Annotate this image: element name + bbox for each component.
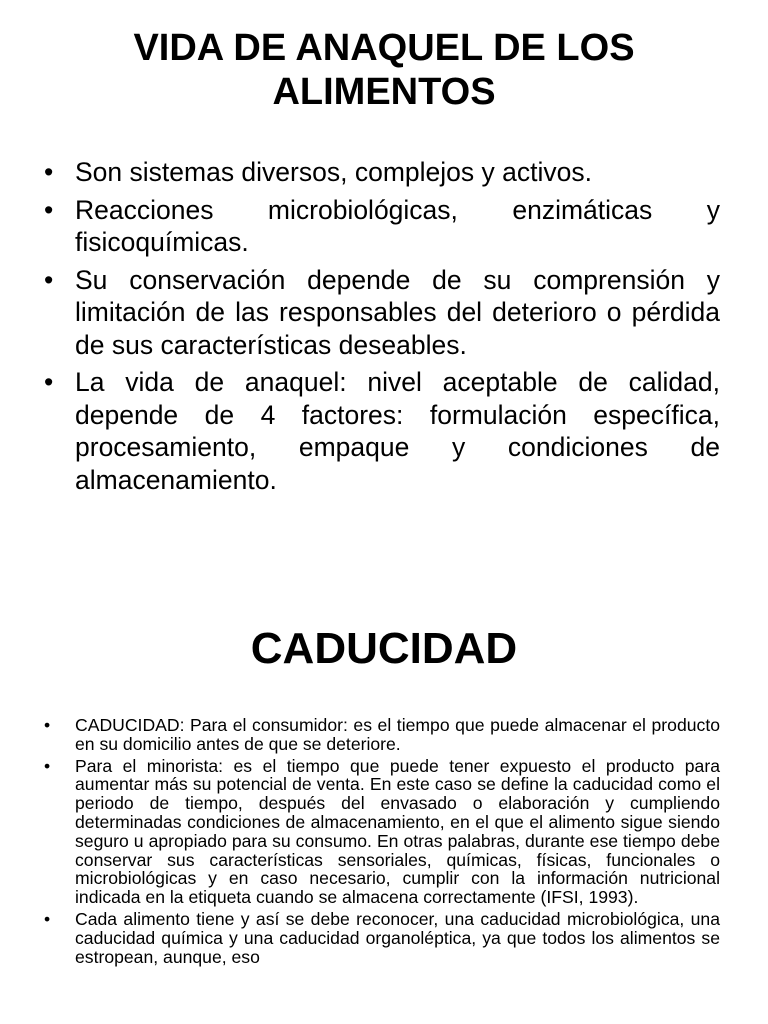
bullet-text: Su conservación depende de su comprensión y limitación de las responsables del deterioro o pérdida de sus características deseables. (75, 264, 720, 360)
bullet-text: Son sistemas diversos, complejos y activos. (75, 157, 592, 187)
bullet-text: CADUCIDAD: Para el consumidor: es el tiempo que puede almacenar el producto en su domicilio antes de que se deteriore. (75, 715, 720, 754)
title-line-2: ALIMENTOS (272, 71, 496, 113)
slide-title (0, 26, 768, 114)
bullet-dot: • (44, 157, 54, 187)
bullet-list (44, 156, 720, 501)
bullet-item (44, 716, 720, 754)
bullet-dot: • (44, 264, 54, 295)
bullet-text: Cada alimento tiene y así se debe reconocer, una caducidad microbiológica, una caducidad química y una caducidad organoléptica, ya que todos los alimentos se estropean, aunque, eso (75, 908, 720, 967)
bullet-dot: • (44, 908, 51, 929)
bullet-item (44, 264, 720, 362)
bullet-dot: • (44, 194, 54, 225)
bullet-item (44, 194, 720, 259)
bullet-dot: • (44, 755, 51, 776)
bullet-text: La vida de anaquel: nivel aceptable de calidad, depende de 4 factores: formulación específica, procesamiento, empaque y condiciones de almacenamiento. (75, 367, 720, 495)
slide-title: CADUCIDAD (250, 624, 518, 673)
bullet-item (44, 757, 720, 907)
bullet-item (44, 156, 720, 189)
slide-caducidad (0, 600, 768, 1024)
bullet-text: Reacciones microbiológicas, enzimáticas y fisicoquímicas. (75, 194, 720, 257)
bullet-item (44, 910, 720, 966)
bullet-text: Para el minorista: es el tiempo que puede tener expuesto el producto para aumentar más su potencial de venta. En este caso se define la caducidad como el periodo de tiempo, después del envasado o elaboración y cumpliendo determinadas condiciones de almacenamiento, en el que el alimento sigue siendo seguro u apropiado para su consumo. En otras palabras, durante ese tiempo debe conservar sus características sensoriales, químicas, físicas, funcionales o microbiológicas y en caso necesario, cumplir con la información nutricional indicada en la etiqueta cuando se almacena correctamente (IFSI, 1993). (75, 755, 720, 908)
bullet-dot: • (44, 715, 51, 735)
bullet-dot: • (44, 367, 54, 397)
bullet-item (44, 366, 720, 496)
bullet-list (44, 716, 720, 969)
title-line-1: VIDA DE ANAQUEL DE LOS (133, 27, 635, 69)
